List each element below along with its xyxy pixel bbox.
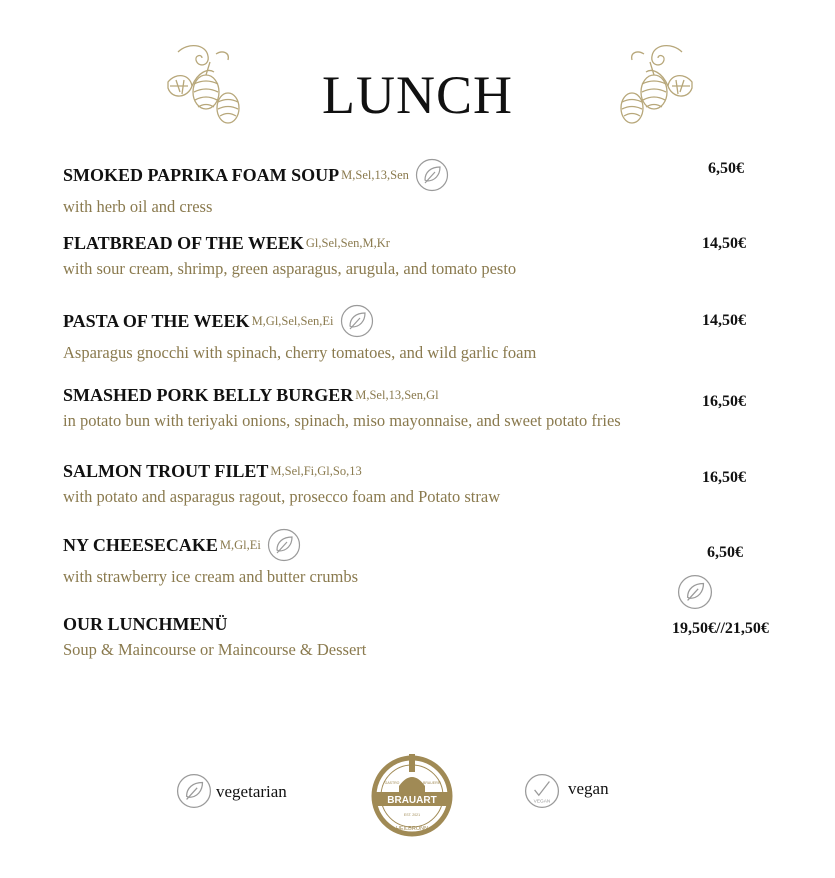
item-description: with sour cream, shrimp, green asparagus, arugula, and tomato pesto xyxy=(63,259,517,278)
item-name: SMOKED PAPRIKA FOAM SOUP xyxy=(63,164,340,185)
vegetarian-leaf-icon xyxy=(267,528,301,562)
vegetarian-leaf-icon xyxy=(176,773,212,809)
menu-item-pork-burger xyxy=(63,385,783,431)
item-price: 14,50€ xyxy=(702,235,746,252)
page-title: LUNCH xyxy=(322,65,513,125)
logo-city-text: HEILBRONN xyxy=(395,826,429,832)
item-description: with potato and asparagus ragout, prosecco foam and Potato straw xyxy=(63,487,501,506)
logo-ring-left-text: GASTRO xyxy=(384,781,400,785)
legend-vegan-label: vegan xyxy=(568,779,609,798)
item-price: 16,50€ xyxy=(702,393,746,410)
item-allergens: M,Sel,13,Sen xyxy=(341,167,409,182)
item-price: 16,50€ xyxy=(702,469,746,486)
vegetarian-leaf-icon xyxy=(677,574,713,610)
item-allergens: M,Sel,13,Sen,Gl xyxy=(355,388,439,402)
item-description: in potato bun with teriyaki onions, spinach, miso mayonnaise, and sweet potato fries xyxy=(63,411,621,430)
menu-item-salmon-trout xyxy=(63,461,783,507)
item-price: 19,50€//21,50€ xyxy=(672,620,769,637)
item-price: 14,50€ xyxy=(702,312,746,329)
logo-est-text: EST. 2021 xyxy=(403,813,421,817)
item-allergens: Gl,Sel,Sen,M,Kr xyxy=(305,236,390,250)
item-name: NY CHEESECAKE xyxy=(63,534,218,555)
item-name: OUR LUNCHMENÜ xyxy=(63,614,228,634)
item-allergens: M,Gl,Ei xyxy=(219,537,261,552)
menu-item-flatbread xyxy=(63,233,783,279)
item-description: with strawberry ice cream and butter crumbs xyxy=(63,567,359,586)
vegan-leaf-icon xyxy=(524,773,560,809)
item-name: SMASHED PORK BELLY BURGER xyxy=(63,385,354,405)
item-price: 6,50€ xyxy=(707,544,743,561)
item-description: with herb oil and cress xyxy=(63,197,213,216)
item-description: Asparagus gnocchi with spinach, cherry tomatoes, and wild garlic foam xyxy=(63,343,537,362)
brauart-logo xyxy=(365,748,460,838)
item-allergens: M,Sel,Fi,Gl,So,13 xyxy=(270,464,362,478)
menu-item-paprika-soup xyxy=(63,158,783,217)
item-allergens: M,Gl,Sel,Sen,Ei xyxy=(251,313,334,328)
vegetarian-leaf-icon xyxy=(415,158,449,192)
item-name: FLATBREAD OF THE WEEK xyxy=(63,233,304,253)
hop-illustration-right-icon xyxy=(612,42,702,132)
item-name: PASTA OF THE WEEK xyxy=(63,310,250,331)
vegetarian-leaf-icon xyxy=(340,304,374,338)
vegan-icon-text: VEGAN xyxy=(533,799,551,805)
menu-item-cheesecake xyxy=(63,528,783,587)
logo-brand-text: BRAUART xyxy=(387,795,437,806)
item-description: Soup & Maincourse or Maincourse & Dessert xyxy=(63,640,367,659)
logo-ring-right-text: BRAUEREI xyxy=(423,781,441,785)
legend-vegetarian-label: vegetarian xyxy=(216,782,287,801)
menu-item-pasta xyxy=(63,304,783,363)
item-price: 6,50€ xyxy=(708,160,744,177)
item-name: SALMON TROUT FILET xyxy=(63,461,269,481)
